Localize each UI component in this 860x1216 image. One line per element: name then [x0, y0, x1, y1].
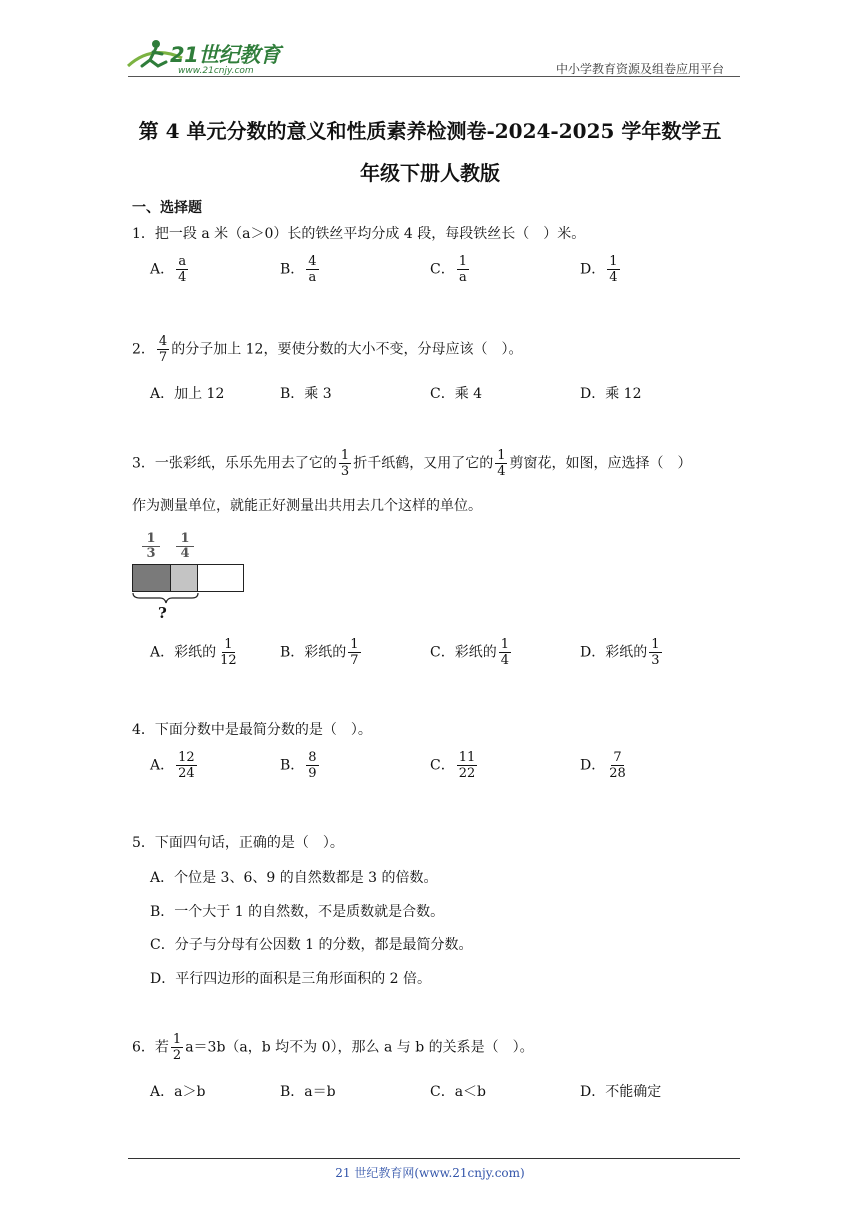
q1-option-d[interactable]: D． $\frac{1}{4}$ [580, 254, 618, 285]
section-heading: 一、选择题 [132, 200, 202, 216]
q6-option-c[interactable]: C．a＜b [430, 1084, 487, 1100]
q1-option-b[interactable]: B． $\frac{4}{a}$ [280, 254, 317, 285]
page-title-line2: 年级下册人教版 [360, 161, 500, 185]
header-rule [128, 76, 740, 77]
figure-label-quarter: 1 4 [176, 532, 194, 561]
question-6: 6．若 $\frac{1}{2}$ a＝3b（a，b 均不为 0），那么 a 与 b 的关系是（ ）。 [132, 1032, 534, 1063]
question-1: 1．把一段 a 米（a＞0）长的铁丝平均分成 4 段，每段铁丝长（ ）米。 [132, 226, 586, 242]
q1-option-c[interactable]: C． $\frac{1}{a}$ [430, 254, 467, 285]
footer-rule [128, 1158, 740, 1159]
strip-part-quarter [171, 565, 198, 591]
q4-option-c[interactable]: C． $\frac{11}{22}$ [430, 750, 476, 781]
question-5: 5．下面四句话，正确的是（ ）。 [132, 835, 344, 851]
q5-option-d[interactable]: D．平行四边形的面积是三角形面积的 2 倍。 [150, 971, 432, 987]
brand-url: www.21cnjy.com [178, 66, 254, 76]
q5-option-a[interactable]: A．个位是 3、6、9 的自然数都是 3 的倍数。 [150, 870, 438, 886]
brand-name: 21世纪教育 [170, 43, 281, 67]
q6-option-b[interactable]: B．a＝b [280, 1084, 336, 1100]
q6-option-a[interactable]: A．a＞b [150, 1084, 206, 1100]
question-3-line2: 作为测量单位，就能正好测量出共用去几个这样的单位。 [132, 498, 482, 514]
question-3: 3．一张彩纸，乐乐先用去了它的 $\frac{1}{3}$ 折千纸鹤，又用了它的 $\frac{1}{4}$ 剪窗花，如图，应选择（ ） [132, 448, 692, 479]
question-2: 2． $\frac{4}{7}$ 的分子加上 12，要使分数的大小不变，分母应该（ ）。 [132, 334, 523, 365]
paper-strip-figure [132, 532, 252, 624]
figure-label-third: 1 3 [142, 532, 160, 561]
q1-option-a[interactable]: A． $\frac{a}{4}$ [150, 254, 187, 285]
q6-option-d[interactable]: D．不能确定 [580, 1084, 662, 1100]
page-title-line1: 第 4 单元分数的意义和性质素养检测卷-2024-2025 学年数学五 [138, 119, 722, 143]
q4-option-b[interactable]: B． $\frac{8}{9}$ [280, 750, 317, 781]
q3-option-d[interactable]: D．彩纸的 $\frac{1}{3}$ [580, 637, 660, 668]
q5-option-c[interactable]: C．分子与分母有公因数 1 的分数，都是最简分数。 [150, 937, 473, 953]
q2-option-c[interactable]: C．乘 4 [430, 386, 483, 402]
q2-option-a[interactable]: A．加上 12 [150, 386, 225, 402]
site-name: 中小学教育资源及组卷应用平台 [555, 62, 724, 76]
q4-option-a[interactable]: A． $\frac{12}{24}$ [150, 750, 195, 781]
q2-option-d[interactable]: D．乘 12 [580, 386, 642, 402]
brace-icon [132, 592, 200, 604]
figure-question-mark: ? [158, 604, 167, 622]
q3-option-a[interactable]: A．彩纸的 $\frac{1}{12}$ [150, 637, 237, 668]
q5-option-b[interactable]: B．一个大于 1 的自然数，不是质数就是合数。 [150, 904, 445, 920]
q2-option-b[interactable]: B．乘 3 [280, 386, 332, 402]
q3-option-c[interactable]: C．彩纸的 $\frac{1}{4}$ [430, 637, 509, 668]
question-4: 4．下面分数中是最简分数的是（ ）。 [132, 722, 372, 738]
strip-part-third [133, 565, 171, 591]
footer-link[interactable]: 21 世纪教育网(www.21cnjy.com) [335, 1166, 525, 1180]
q3-option-b[interactable]: B．彩纸的 $\frac{1}{7}$ [280, 637, 359, 668]
q4-option-d[interactable]: D． $\frac{7}{28}$ [580, 750, 626, 781]
